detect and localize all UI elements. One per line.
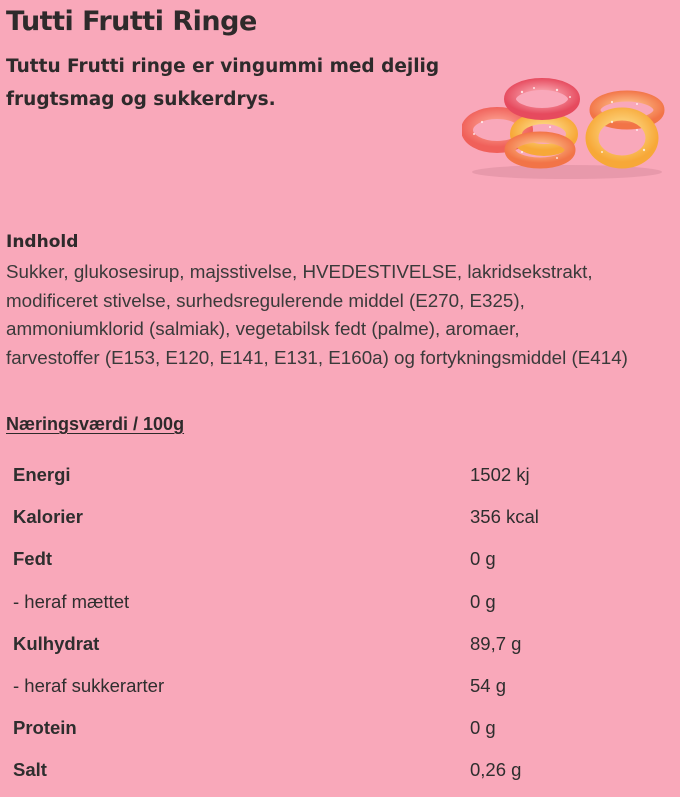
nutrient-name: Kulhydrat (13, 632, 100, 654)
nutrition-row (0, 454, 680, 496)
product-title: Tutti Frutti Ringe (6, 6, 257, 37)
nutrient-value: 0 g (470, 717, 496, 739)
ingredients-text (6, 258, 680, 372)
ingredients-heading: Indhold (6, 232, 79, 252)
nutrient-name: Salt (13, 759, 47, 781)
nutrient-value: 0 g (470, 590, 496, 612)
nutrition-row (0, 496, 680, 538)
product-description (6, 50, 456, 116)
nutrition-table (0, 454, 680, 792)
nutrient-name: - heraf mættet (13, 590, 130, 612)
ingredients-line: modificeret stivelse, surhedsregulerende middel (E270, E325), (6, 289, 525, 311)
nutrient-value: 356 kcal (470, 506, 539, 528)
ingredients-line: farvestoffer (E153, E120, E141, E131, E160a) og fortykningsmiddel (E414) (6, 346, 628, 368)
nutrient-name: Energi (13, 464, 71, 486)
nutrition-heading: Næringsværdi / 100g (6, 414, 185, 434)
nutrient-value: 89,7 g (470, 632, 522, 654)
product-description-line: Tuttu Frutti ringe er vingummi med dejlig (6, 56, 440, 77)
nutrition-row (0, 538, 680, 580)
nutrition-row (0, 749, 680, 791)
nutrition-row (0, 707, 680, 749)
nutrient-name: Protein (13, 717, 77, 739)
nutrition-row (0, 581, 680, 623)
product-description-line: frugtsmag og sukkerdrys. (6, 89, 276, 110)
nutrient-value: 0,26 g (470, 759, 522, 781)
nutrient-name: - heraf sukkerarter (13, 675, 165, 697)
nutrition-row (0, 623, 680, 665)
nutrient-name: Fedt (13, 548, 53, 570)
nutrition-row (0, 665, 680, 707)
nutrient-name: Kalorier (13, 506, 83, 528)
nutrient-value: 1502 kj (470, 464, 530, 486)
ingredients-line: ammoniumklorid (salmiak), vegetabilsk fedt (palme), aromaer, (6, 318, 520, 339)
nutrient-value: 54 g (470, 675, 507, 697)
ingredients-line: Sukker, glukosesirup, majsstivelse, HVEDESTIVELSE, lakridsekstrakt, (6, 261, 593, 282)
nutrient-value: 0 g (470, 548, 496, 570)
candy-rings-image (462, 72, 672, 182)
